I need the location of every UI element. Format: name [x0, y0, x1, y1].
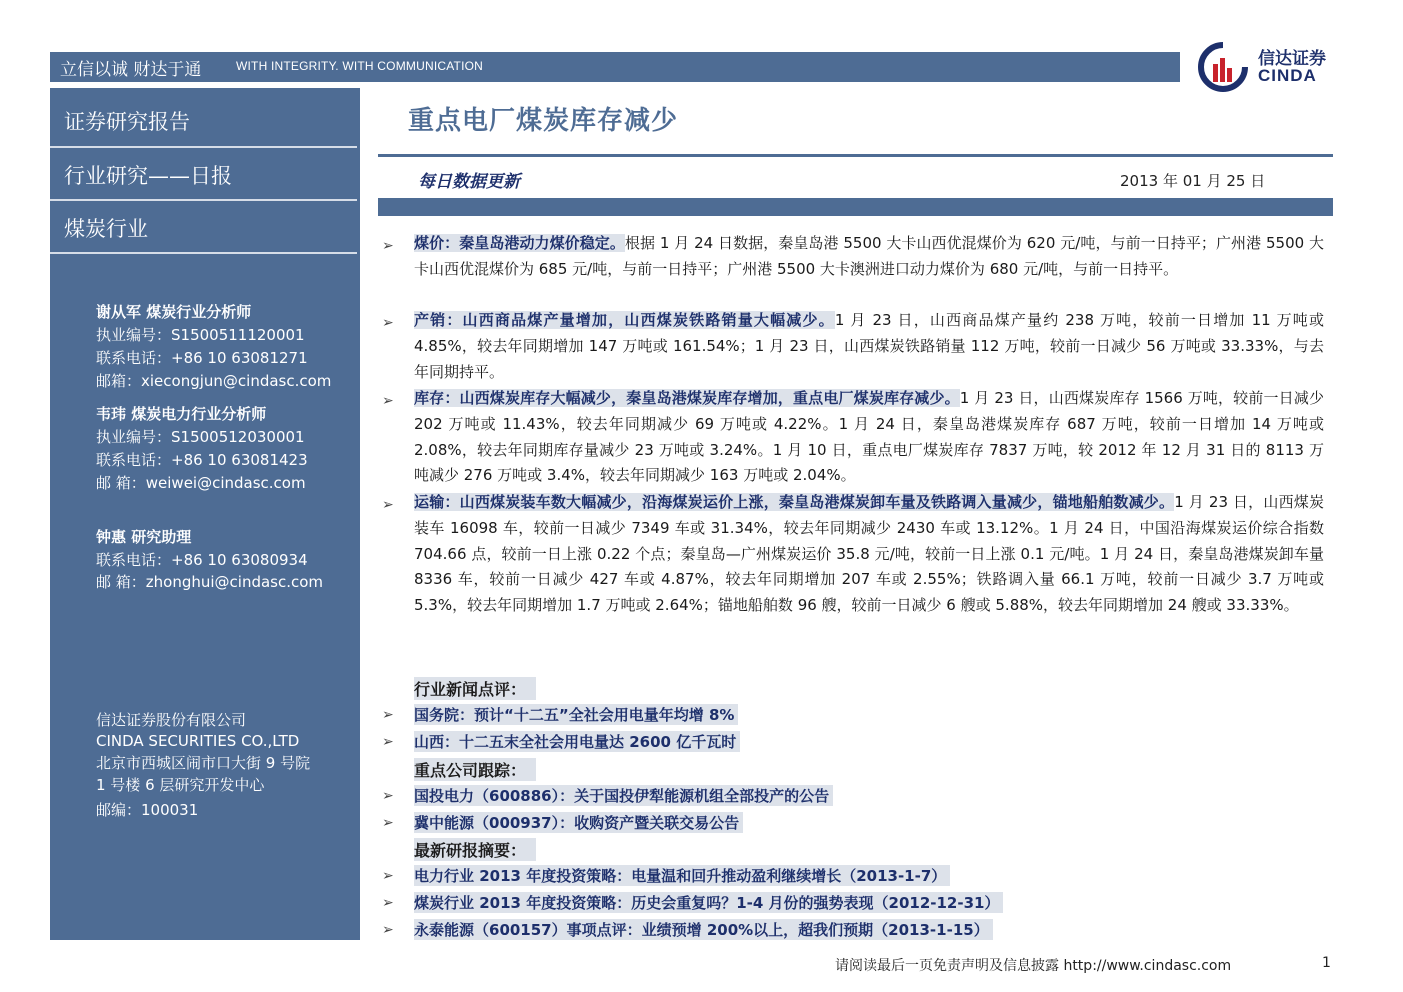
- logo-text-english: CINDA: [1258, 66, 1317, 85]
- footer-disclaimer[interactable]: 请阅读最后一页免责声明及信息披露 http://www.cindasc.com: [835, 958, 1232, 974]
- analyst-cert: 执业编号：S1500512030001: [96, 428, 305, 446]
- cinda-logo-icon: [1192, 42, 1254, 92]
- company-address: 1 号楼 6 层研究开发中心: [96, 776, 265, 794]
- analyst-name: 韦玮 煤炭电力行业分析师: [96, 405, 267, 423]
- bullet-icon: ➢: [382, 868, 394, 884]
- research-link[interactable]: 永泰能源（600157）事项点评：业绩预增 200%以上，超我们预期（2013-1-15）: [414, 919, 993, 940]
- page-number: 1: [1322, 955, 1331, 971]
- news-link[interactable]: 山西：十二五末全社会用电量达 2600 亿千瓦时: [414, 731, 740, 752]
- summary-head: 煤价：秦皇岛港动力煤价稳定。: [414, 234, 625, 252]
- company-link[interactable]: 冀中能源（000937）：收购资产暨关联交易公告: [414, 812, 743, 833]
- bullet-icon: ➢: [382, 393, 394, 409]
- company-zip: 邮编：100031: [96, 801, 199, 819]
- report-category: 行业研究——日报: [64, 164, 232, 188]
- analyst-email[interactable]: 邮箱：xiecongjun@cindasc.com: [96, 372, 332, 390]
- report-subtitle: 每日数据更新: [418, 172, 520, 192]
- analyst-email[interactable]: 邮 箱：weiwei@cindasc.com: [96, 474, 306, 492]
- analyst-name: 钟惠 研究助理: [96, 528, 192, 546]
- summary-body: 1 月 23 日，山西煤炭装车 16098 车，较前一日减少 7349 车或 31.34%，较去年同期减少 2430 车或 13.12%。1 月 24 日，中国沿海煤炭运价综合指数 704.66 点，较前一日上涨 0.22 个点；秦皇岛—广州煤炭运价 35.8 元/吨，较前一日上涨 0.1 元/吨。1 月 24 日，秦皇岛港煤炭卸车量 8336 车，较前一日减少 427 车或 4.87%，较去年同期增加 207 车或 2.55%；铁路调入量 66.1 万吨，较前一日减少 3.7 万吨或 5.3%，较去年同期增加 1.7 万吨或 2.64%；锚地船舶数 96 艘，较前一日减少 6 艘或 5.88%，较去年同期增加 24 艘或 33.33%。: [414, 493, 1324, 615]
- summary-item-inventory: [414, 386, 1324, 489]
- analyst-email[interactable]: 邮 箱：zhonghui@cindasc.com: [96, 573, 324, 591]
- research-link[interactable]: 煤炭行业 2013 年度投资策略：历史会重复吗？1-4 月份的强势表现（2012-12-31）: [414, 892, 1003, 913]
- analyst-phone: 联系电话：+86 10 63080934: [96, 551, 308, 569]
- research-section-title: 最新研报摘要：: [414, 838, 536, 861]
- title-rule: [378, 154, 1333, 157]
- bullet-icon: ➢: [382, 922, 394, 938]
- research-link[interactable]: 电力行业 2013 年度投资策略：电量温和回升推动盈利继续增长（2013-1-7）: [414, 865, 950, 886]
- report-title: 重点电厂煤炭库存减少: [408, 106, 679, 136]
- header-bar: [378, 198, 1333, 216]
- top-banner: [50, 52, 1180, 82]
- bullet-icon: ➢: [382, 497, 394, 513]
- logo-text-chinese: 信达证券: [1258, 49, 1326, 69]
- summary-item-transport: [414, 490, 1324, 619]
- analyst-cert: 执业编号：S1500511120001: [96, 326, 305, 344]
- summary-item-price: [414, 231, 1324, 283]
- report-date: 2013 年 01 月 25 日: [1120, 172, 1266, 190]
- summary-head: 库存：山西煤炭库存大幅减少，秦皇岛港煤炭库存增加，重点电厂煤炭库存减少。: [414, 389, 960, 407]
- analyst-phone: 联系电话：+86 10 63081271: [96, 349, 308, 367]
- summary-body: 1 月 23 日，山西商品煤产量约 238 万吨，较前一日增加 11 万吨或 4.85%，较去年同期增加 147 万吨或 161.54%；1 月 23 日，山西煤炭铁路销量 112 万吨，较前一日减少 56 万吨或 33.33%，与去年同期持平。: [414, 311, 1324, 381]
- company-name-cn: 信达证券股份有限公司: [96, 711, 247, 729]
- summary-body: 1 月 23 日，山西煤炭库存 1566 万吨，较前一日减少 202 万吨或 11.43%，较去年同期减少 69 万吨或 4.22%。1 月 24 日，秦皇岛港煤炭库存 687 万吨，较前一日增加 14 万吨或 2.08%，较去年同期库存量减少 23 万吨或 3.24%。1 月 10 日，重点电厂煤炭库存 7837 万吨，较 2012 年 12 月 31 日的 8113 万吨减少 276 万吨或 3.4%，较去年同期减少 163 万吨或 2.04%。: [414, 389, 1324, 485]
- bullet-icon: ➢: [382, 315, 394, 331]
- summary-head: 运输：山西煤炭装车数大幅减少，沿海煤炭运价上涨，秦皇岛港煤炭卸车量及铁路调入量减少，锚地船舶数减少。: [414, 493, 1175, 511]
- company-address: 北京市西城区闹市口大街 9 号院: [96, 754, 311, 772]
- summary-item-production: [414, 308, 1324, 385]
- sidebar-divider: [50, 146, 357, 148]
- bullet-icon: ➢: [382, 707, 394, 723]
- cinda-logo: [1192, 42, 1342, 92]
- slogan-chinese: 立信以诚 财达于通: [60, 60, 202, 80]
- bullet-icon: ➢: [382, 734, 394, 750]
- bullet-icon: ➢: [382, 788, 394, 804]
- summary-body: 根据 1 月 24 日数据，秦皇岛港 5500 大卡山西优混煤价为 620 元/吨，与前一日持平；广州港 5500 大卡山西优混煤价为 685 元/吨，与前一日持平；广州港 5500 大卡澳洲进口动力煤价为 680 元/吨，与前一日持平。: [414, 234, 1324, 278]
- company-link[interactable]: 国投电力（600886）：关于国投伊犁能源机组全部投产的公告: [414, 785, 833, 806]
- company-name-en: CINDA SECURITIES CO.,LTD: [96, 732, 300, 750]
- bullet-icon: ➢: [382, 238, 394, 254]
- news-link[interactable]: 国务院：预计“十二五”全社会用电量年均增 8%: [414, 704, 738, 725]
- analyst-phone: 联系电话：+86 10 63081423: [96, 451, 308, 469]
- sidebar: [50, 88, 360, 940]
- news-section-title: 行业新闻点评：: [414, 677, 536, 700]
- company-section-title: 重点公司跟踪：: [414, 758, 536, 781]
- sidebar-divider: [50, 252, 357, 254]
- report-type: 证券研究报告: [64, 110, 190, 134]
- analyst-name: 谢从军 煤炭行业分析师: [96, 303, 252, 321]
- industry-name: 煤炭行业: [64, 217, 148, 241]
- bullet-icon: ➢: [382, 895, 394, 911]
- slogan-english: WITH INTEGRITY. WITH COMMUNICATION: [236, 59, 484, 73]
- summary-head: 产销：山西商品煤产量增加，山西煤炭铁路销量大幅减少。: [414, 311, 835, 329]
- sidebar-divider: [50, 199, 357, 201]
- bullet-icon: ➢: [382, 815, 394, 831]
